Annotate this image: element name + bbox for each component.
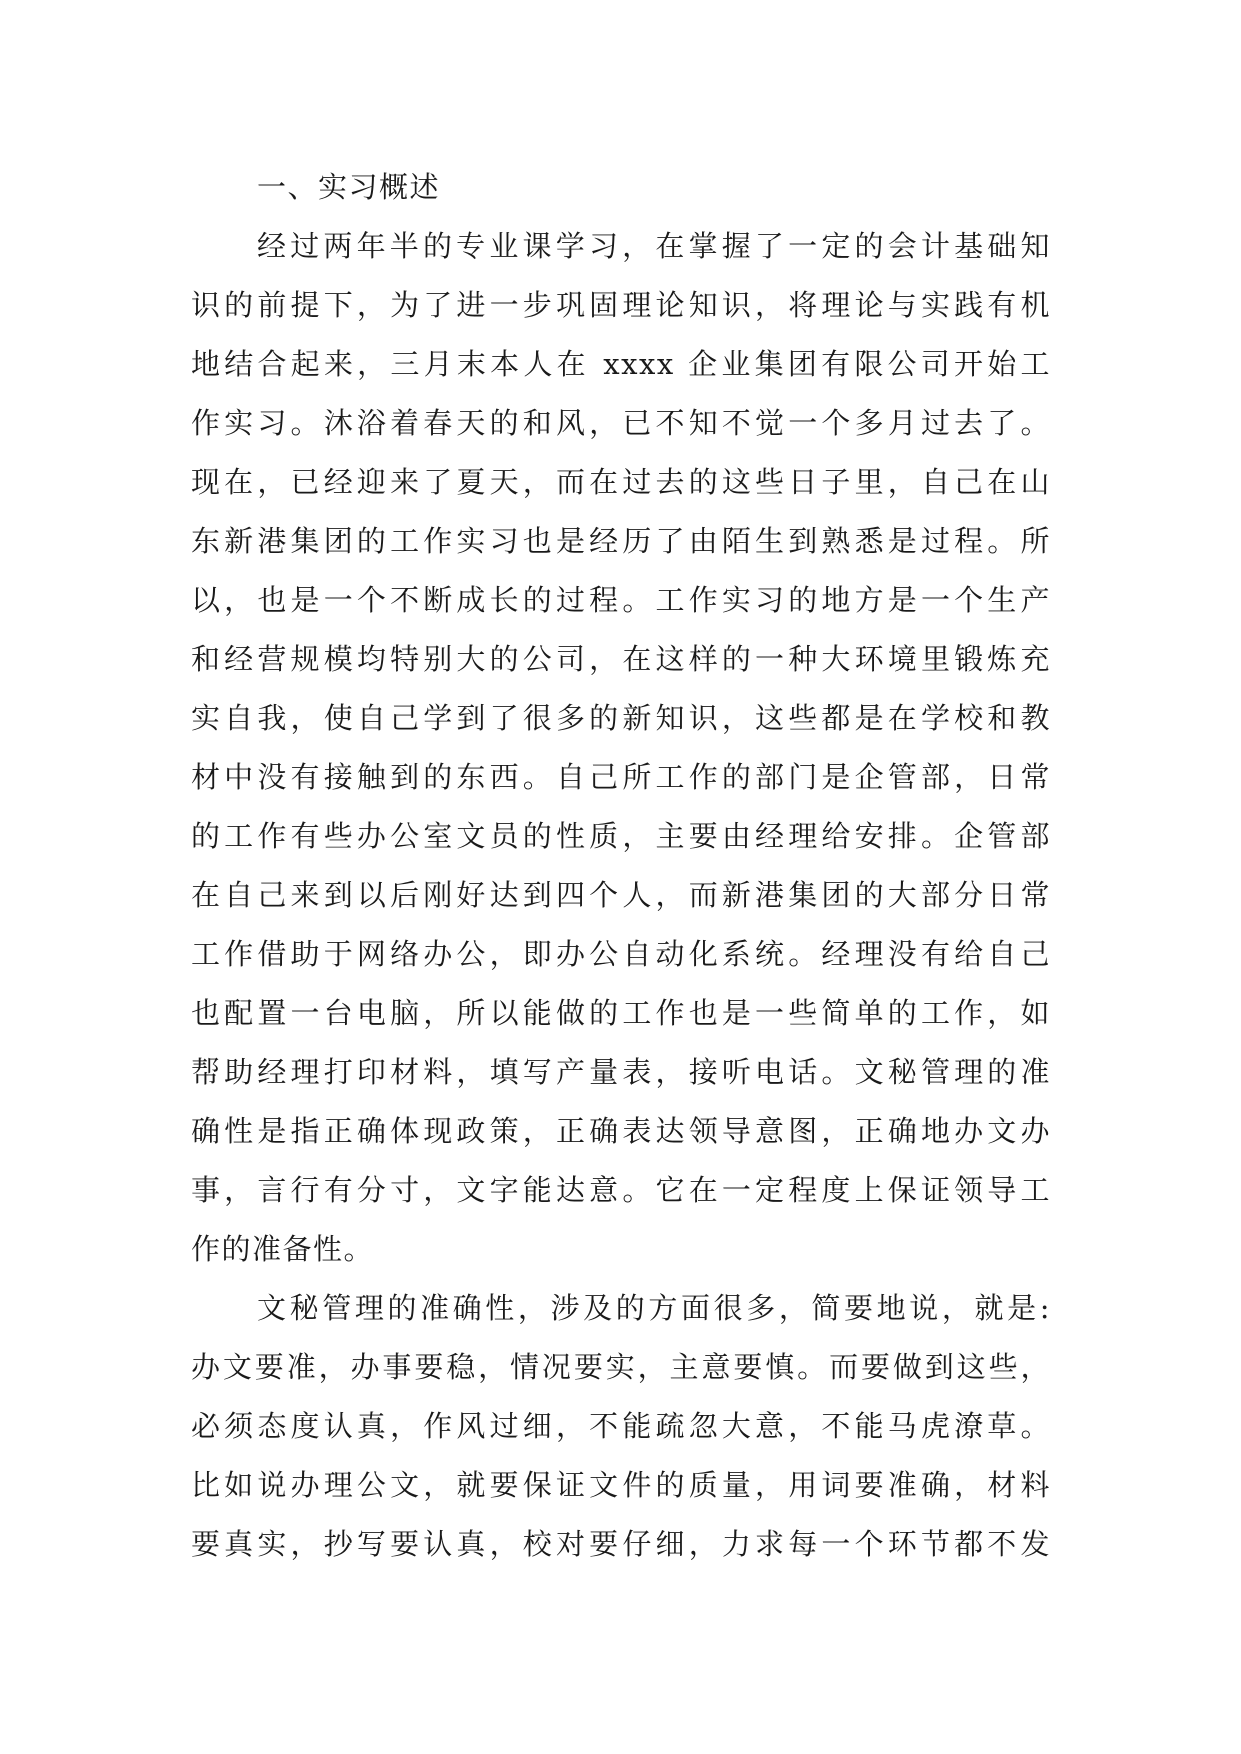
paragraph-line: 帮助经理打印材料，填写产量表，接听电话。文秘管理的准 — [191, 1055, 1051, 1089]
paragraph-1 — [191, 217, 1051, 1279]
paragraph-line: 作实习。沐浴着春天的和风，已不知不觉一个多月过去了。 — [191, 406, 1051, 440]
paragraph-line: 在自己来到以后刚好达到四个人，而新港集团的大部分日常 — [191, 878, 1051, 912]
paragraph-line: 比如说办理公文，就要保证文件的质量，用词要准确，材料 — [191, 1468, 1051, 1502]
section-heading: 一、实习概述 — [257, 170, 441, 204]
paragraph-line: 要真实，抄写要认真，校对要仔细，力求每一个环节都不发 — [191, 1527, 1051, 1561]
paragraph-line: 和经营规模均特别大的公司，在这样的一种大环境里锻炼充 — [191, 642, 1051, 676]
document-body — [191, 158, 1051, 1574]
paragraph-line: 文秘管理的准确性，涉及的方面很多，简要地说，就是: — [257, 1291, 1051, 1325]
paragraph-2 — [191, 1279, 1051, 1574]
paragraph-line: 必须态度认真，作风过细，不能疏忽大意，不能马虎潦草。 — [191, 1409, 1051, 1443]
paragraph-line: 办文要准，办事要稳，情况要实，主意要慎。而要做到这些， — [191, 1350, 1051, 1384]
paragraph-line: 确性是指正确体现政策，正确表达领导意图，正确地办文办 — [191, 1114, 1051, 1148]
paragraph-line: 东新港集团的工作实习也是经历了由陌生到熟悉是过程。所 — [191, 524, 1051, 558]
paragraph-line: 现在，已经迎来了夏天，而在过去的这些日子里，自己在山 — [191, 465, 1051, 499]
paragraph-line: 材中没有接触到的东西。自己所工作的部门是企管部，日常 — [191, 760, 1051, 794]
paragraph-line: 的工作有些办公室文员的性质，主要由经理给安排。企管部 — [191, 819, 1051, 853]
paragraph-line: 也配置一台电脑，所以能做的工作也是一些简单的工作，如 — [191, 996, 1051, 1030]
paragraph-line: 识的前提下，为了进一步巩固理论知识，将理论与实践有机 — [191, 288, 1051, 322]
paragraph-line: 经过两年半的专业课学习，在掌握了一定的会计基础知 — [257, 229, 1051, 263]
paragraph-line: 作的准备性。 — [191, 1232, 375, 1266]
paragraph-line: 地结合起来，三月末本人在 xxxx 企业集团有限公司开始工 — [191, 347, 1051, 381]
paragraph-line: 事，言行有分寸，文字能达意。它在一定程度上保证领导工 — [191, 1173, 1051, 1207]
paragraph-line: 实自我，使自己学到了很多的新知识，这些都是在学校和教 — [191, 701, 1051, 735]
paragraph-line: 工作借助于网络办公，即办公自动化系统。经理没有给自己 — [191, 937, 1051, 971]
paragraph-line: 以，也是一个不断成长的过程。工作实习的地方是一个生产 — [191, 583, 1051, 617]
